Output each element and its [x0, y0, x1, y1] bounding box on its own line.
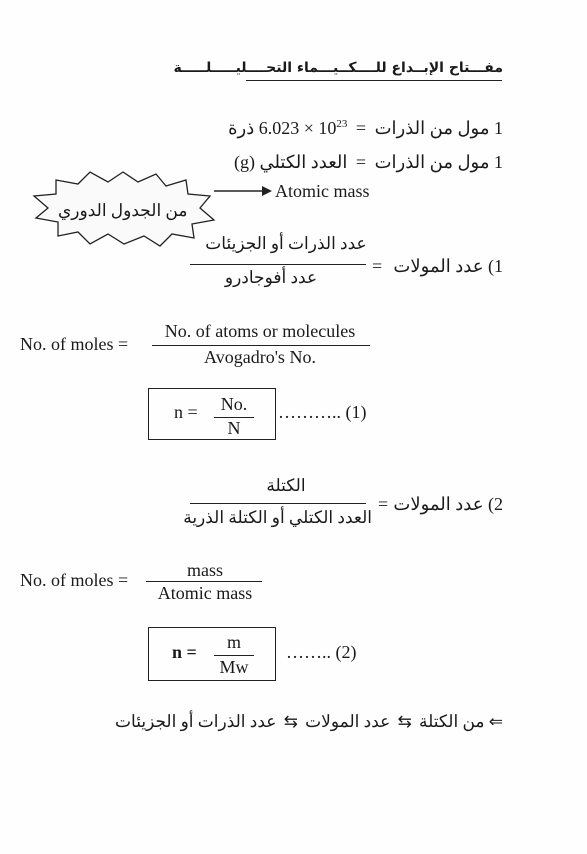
summary-particles: عدد الذرات أو الجزيئات [115, 712, 277, 731]
f1-en-numerator: No. of atoms or molecules [164, 321, 356, 341]
mole-mass-equation [234, 152, 503, 173]
box2-denominator: Mw [219, 657, 249, 677]
page-header: مفـــتاح الإبــداع للــــكــيـــماء التحــــليـــــلـــــة [173, 60, 503, 76]
summary-moles: عدد المولات [305, 712, 391, 731]
swap-arrow-icon: ⇆ [283, 712, 298, 732]
atomic-mass-label: Atomic mass [275, 181, 370, 201]
bubble-text: من الجدول الدوري [58, 201, 188, 220]
box1-numerator: No. [220, 394, 248, 414]
f1-en-denominator: Avogadro's No. [204, 347, 316, 367]
f2-en-denominator: Atomic mass [157, 583, 253, 603]
mole-mass-rhs: العدد الكتلي (g) [233, 152, 348, 172]
box1-tag: ……….. (1) [278, 402, 367, 422]
box2-lhs: n = [172, 642, 197, 662]
mole-mass-lhs: 1 مول من الذرات [374, 152, 503, 172]
f1-ar-denominator: عدد أفوجادرو [224, 268, 318, 287]
f2-ar-denominator: العدد الكتلي أو الكتلة الذرية [183, 508, 372, 527]
arrow-right-icon [212, 184, 274, 198]
f1-ar-fraction-bar [190, 264, 366, 265]
avogadro-value: $6.023 \times 10^{23}$ [258, 118, 348, 138]
mole-atoms-lhs: 1 مول من الذرات [374, 118, 503, 138]
implies-arrow-icon: ⇐ [488, 712, 503, 732]
summary-mass: من الكتلة [419, 712, 485, 731]
swap-arrow-icon: ⇆ [397, 712, 412, 732]
box1-lhs: n = [174, 402, 198, 422]
mole-atoms-eq: = [355, 118, 367, 138]
atom-unit: ذرة [228, 118, 255, 138]
f2-en-label: No. of moles = [20, 570, 129, 590]
box2-fraction-bar [214, 655, 254, 656]
f1-ar-label: 1) عدد المولات [393, 256, 503, 276]
header-rule [246, 80, 502, 81]
box2-numerator: m [226, 632, 241, 652]
f1-ar-eq: = [372, 256, 383, 276]
box2-tag: …….. (2) [286, 642, 357, 662]
f2-ar-label: 2) عدد المولات [393, 494, 503, 514]
f2-en-fraction-bar [146, 581, 262, 582]
f1-en-fraction-bar [152, 345, 370, 346]
mole-mass-eq: = [355, 152, 367, 172]
box1-denominator: N [227, 418, 241, 438]
f2-ar-eq: = [378, 494, 389, 514]
f1-en-label: No. of moles = [20, 334, 129, 354]
f1-ar-numerator: عدد الذرات أو الجزيئات [205, 234, 367, 253]
mole-atoms-equation [228, 118, 503, 139]
f2-en-numerator: mass [187, 560, 223, 580]
f2-ar-numerator: الكتلة [266, 476, 306, 495]
summary-line [115, 712, 503, 732]
f2-ar-fraction-bar [190, 503, 366, 504]
